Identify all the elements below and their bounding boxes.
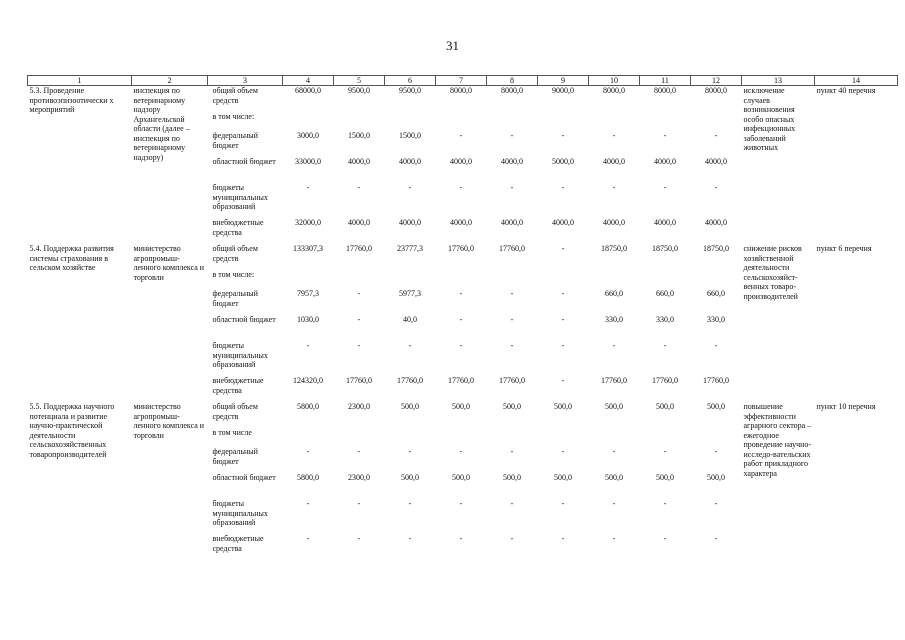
amount-cell xyxy=(589,428,640,447)
column-header: 12 xyxy=(691,76,742,86)
amount-cell: - xyxy=(612,131,616,140)
amount-cell: 18750,0 xyxy=(652,244,678,253)
amount-cell: 133307,3 xyxy=(293,244,323,253)
amount-cell: 17760,0 xyxy=(499,376,525,385)
amount-cell xyxy=(538,428,589,447)
amount-cell: 4000,0 xyxy=(603,218,625,227)
amount-cell: - xyxy=(612,534,616,543)
amount-cell: 330,0 xyxy=(707,315,725,324)
column-header: 14 xyxy=(815,76,898,86)
expected-result: исключение случаев возникновения особо опасных инфекционных заболеваний животных xyxy=(743,86,796,152)
amount-cell xyxy=(436,112,487,131)
amount-cell: - xyxy=(663,341,667,350)
amount-cell: 17760,0 xyxy=(652,376,678,385)
amount-cell: 500,0 xyxy=(401,402,419,411)
amount-cell: 4000,0 xyxy=(705,157,727,166)
amount-cell xyxy=(283,112,334,131)
amount-cell: 1500,0 xyxy=(348,131,370,140)
amount-cell: 5977,3 xyxy=(399,289,421,298)
funding-source: бюджеты муниципальных образований xyxy=(212,183,268,211)
measure-name: 5.4. Поддержка развития системы страхования в сельском хозяйстве xyxy=(29,244,114,272)
amount-cell: 4000,0 xyxy=(450,157,472,166)
amount-cell xyxy=(487,428,538,447)
amount-cell: - xyxy=(561,534,565,543)
amount-cell: - xyxy=(459,499,463,508)
amount-cell: 8000,0 xyxy=(501,86,523,95)
amount-cell: 9000,0 xyxy=(552,86,574,95)
amount-cell: 8000,0 xyxy=(654,86,676,95)
amount-cell: - xyxy=(510,341,514,350)
amount-cell: - xyxy=(561,447,565,456)
amount-cell: - xyxy=(357,499,361,508)
amount-cell xyxy=(487,270,538,289)
amount-cell: 32000,0 xyxy=(295,218,321,227)
amount-cell: - xyxy=(612,447,616,456)
list-reference: пункт 10 перечня xyxy=(816,402,876,411)
amount-cell xyxy=(283,428,334,447)
column-header: 10 xyxy=(589,76,640,86)
funding-source: в том числе: xyxy=(212,270,255,279)
amount-cell: 17760,0 xyxy=(499,244,525,253)
amount-cell: 330,0 xyxy=(605,315,623,324)
amount-cell: 7957,3 xyxy=(297,289,319,298)
funding-source: федеральный бюджет xyxy=(212,289,258,308)
amount-cell: 9500,0 xyxy=(348,86,370,95)
executor: министерство агропромыш-ленного комплекса и торговли xyxy=(133,244,205,282)
amount-cell: - xyxy=(459,341,463,350)
amount-cell: 2300,0 xyxy=(348,402,370,411)
funding-source: общий объем средств xyxy=(212,86,258,105)
amount-cell: 500,0 xyxy=(656,473,674,482)
column-number-header xyxy=(28,76,898,86)
column-header: 9 xyxy=(538,76,589,86)
amount-cell: 4000,0 xyxy=(603,157,625,166)
amount-cell: - xyxy=(510,447,514,456)
amount-cell: - xyxy=(663,534,667,543)
amount-cell: 1500,0 xyxy=(399,131,421,140)
expected-result: снижение рисков хозяйственной деятельности сельскохозяйст-венных товаро-производителей xyxy=(743,244,802,301)
column-header: 2 xyxy=(132,76,208,86)
amount-cell: 17760,0 xyxy=(346,244,372,253)
amount-cell: 5800,0 xyxy=(297,473,319,482)
amount-cell: - xyxy=(561,499,565,508)
amount-cell: 500,0 xyxy=(503,402,521,411)
amount-cell: - xyxy=(714,183,718,192)
amount-cell: - xyxy=(357,315,361,324)
amount-cell: 40,0 xyxy=(403,315,417,324)
amount-cell: - xyxy=(561,244,565,253)
amount-cell: 4000,0 xyxy=(501,218,523,227)
amount-cell: 5800,0 xyxy=(297,402,319,411)
amount-cell: 8000,0 xyxy=(603,86,625,95)
amount-cell xyxy=(691,428,742,447)
amount-cell: 660,0 xyxy=(656,289,674,298)
amount-cell: - xyxy=(306,499,310,508)
amount-cell xyxy=(385,428,436,447)
amount-cell: 330,0 xyxy=(656,315,674,324)
column-header: 6 xyxy=(385,76,436,86)
amount-cell: 3000,0 xyxy=(297,131,319,140)
amount-cell xyxy=(334,270,385,289)
amount-cell: 4000,0 xyxy=(501,157,523,166)
amount-cell: - xyxy=(714,499,718,508)
amount-cell: 4000,0 xyxy=(399,218,421,227)
amount-cell: - xyxy=(459,131,463,140)
funding-source: общий объем средств xyxy=(212,402,258,421)
column-header: 13 xyxy=(742,76,815,86)
funding-source: внебюджетные средства xyxy=(212,534,264,553)
amount-cell xyxy=(589,270,640,289)
amount-cell: - xyxy=(510,131,514,140)
funding-source: федеральный бюджет xyxy=(212,131,258,150)
amount-cell: - xyxy=(663,499,667,508)
amount-cell: - xyxy=(561,289,565,298)
amount-cell xyxy=(283,270,334,289)
amount-cell: 17760,0 xyxy=(601,376,627,385)
amount-cell: - xyxy=(408,183,412,192)
amount-cell: 9500,0 xyxy=(399,86,421,95)
amount-cell: - xyxy=(306,534,310,543)
amount-cell: 500,0 xyxy=(452,402,470,411)
amount-cell xyxy=(385,270,436,289)
amount-cell: 17760,0 xyxy=(448,376,474,385)
amount-cell: 4000,0 xyxy=(348,218,370,227)
amount-cell xyxy=(691,112,742,131)
column-header: 11 xyxy=(640,76,691,86)
amount-cell: - xyxy=(714,341,718,350)
amount-cell: - xyxy=(510,315,514,324)
amount-cell xyxy=(538,270,589,289)
amount-cell: 500,0 xyxy=(605,473,623,482)
funding-source: в том числе: xyxy=(212,112,255,121)
amount-cell: 500,0 xyxy=(401,473,419,482)
amount-cell xyxy=(436,428,487,447)
amount-cell: - xyxy=(510,183,514,192)
amount-cell: - xyxy=(408,534,412,543)
amount-cell: - xyxy=(561,183,565,192)
amount-cell xyxy=(385,112,436,131)
amount-cell: 33000,0 xyxy=(295,157,321,166)
amount-cell: 23777,3 xyxy=(397,244,423,253)
column-header: 8 xyxy=(487,76,538,86)
column-header: 3 xyxy=(208,76,283,86)
amount-cell: 500,0 xyxy=(503,473,521,482)
amount-cell: - xyxy=(408,499,412,508)
amount-cell: 5000,0 xyxy=(552,157,574,166)
amount-cell: - xyxy=(561,131,565,140)
amount-cell: - xyxy=(408,447,412,456)
amount-cell: - xyxy=(510,289,514,298)
column-header: 1 xyxy=(28,76,132,86)
column-header: 4 xyxy=(283,76,334,86)
page-number: 31 xyxy=(446,38,459,53)
amount-cell xyxy=(640,270,691,289)
amount-cell: 18750,0 xyxy=(601,244,627,253)
table-row xyxy=(28,86,898,113)
amount-cell: 500,0 xyxy=(452,473,470,482)
amount-cell xyxy=(487,112,538,131)
amount-cell xyxy=(640,428,691,447)
amount-cell: 17760,0 xyxy=(703,376,729,385)
amount-cell: 1030,0 xyxy=(297,315,319,324)
amount-cell: - xyxy=(663,131,667,140)
funding-source: областной бюджет xyxy=(212,157,276,166)
amount-cell: 18750,0 xyxy=(703,244,729,253)
amount-cell: 4000,0 xyxy=(705,218,727,227)
amount-cell: - xyxy=(408,341,412,350)
amount-cell: 4000,0 xyxy=(654,218,676,227)
amount-cell: - xyxy=(459,289,463,298)
funding-source: внебюджетные средства xyxy=(212,376,264,395)
executor: инспекция по ветеринарному надзору Архангельской области (далее – инспекция по ветеринарному надзору) xyxy=(133,86,190,162)
funding-source: бюджеты муниципальных образований xyxy=(212,341,268,369)
amount-cell xyxy=(538,112,589,131)
amount-cell: 68000,0 xyxy=(295,86,321,95)
amount-cell xyxy=(334,112,385,131)
amount-cell: 500,0 xyxy=(707,402,725,411)
column-header: 7 xyxy=(436,76,487,86)
table-row xyxy=(28,244,898,270)
amount-cell xyxy=(334,428,385,447)
amount-cell: 4000,0 xyxy=(552,218,574,227)
list-reference: пункт 40 перечня xyxy=(816,86,876,95)
funding-source: областной бюджет xyxy=(212,473,276,482)
amount-cell: 500,0 xyxy=(605,402,623,411)
amount-cell: - xyxy=(357,183,361,192)
program-measures-table xyxy=(27,75,898,560)
amount-cell: 4000,0 xyxy=(399,157,421,166)
amount-cell: 2300,0 xyxy=(348,473,370,482)
amount-cell: 500,0 xyxy=(554,402,572,411)
amount-cell: - xyxy=(459,447,463,456)
amount-cell xyxy=(589,112,640,131)
amount-cell: - xyxy=(306,183,310,192)
amount-cell: 500,0 xyxy=(554,473,572,482)
list-reference: пункт 6 перечня xyxy=(816,244,872,253)
amount-cell: 4000,0 xyxy=(348,157,370,166)
amount-cell: 124320,0 xyxy=(293,376,323,385)
amount-cell: - xyxy=(714,131,718,140)
funding-source: общий объем средств xyxy=(212,244,258,263)
amount-cell: - xyxy=(306,341,310,350)
amount-cell: 660,0 xyxy=(605,289,623,298)
amount-cell: 17760,0 xyxy=(397,376,423,385)
executor: министерство агропромыш-ленного комплекса и торговли xyxy=(133,402,205,440)
amount-cell: 17760,0 xyxy=(346,376,372,385)
expected-result: повышение эффективности аграрного сектора – ежегодное проведение научно-исследо-вательских работ прикладного характера xyxy=(743,402,812,478)
column-header: 5 xyxy=(334,76,385,86)
funding-source: внебюджетные средства xyxy=(212,218,264,237)
table-body xyxy=(28,86,898,561)
amount-cell: - xyxy=(663,447,667,456)
amount-cell: 17760,0 xyxy=(448,244,474,253)
amount-cell: - xyxy=(663,183,667,192)
amount-cell: - xyxy=(357,289,361,298)
amount-cell: - xyxy=(459,315,463,324)
amount-cell: - xyxy=(612,341,616,350)
amount-cell: - xyxy=(561,376,565,385)
measure-name: 5.3. Проведение противоэпизоотически х мероприятий xyxy=(29,86,114,114)
amount-cell: - xyxy=(714,534,718,543)
funding-source: в том числе xyxy=(212,428,252,437)
funding-source: федеральный бюджет xyxy=(212,447,258,466)
amount-cell: 500,0 xyxy=(707,473,725,482)
amount-cell: 500,0 xyxy=(656,402,674,411)
table-row xyxy=(28,402,898,428)
amount-cell: - xyxy=(561,341,565,350)
measure-name: 5.5. Поддержка научного потенциала и развитие научно-практической деятельности сельскохозяйственных товаропроизводителей xyxy=(29,402,115,459)
amount-cell: - xyxy=(306,447,310,456)
amount-cell: 8000,0 xyxy=(705,86,727,95)
amount-cell: 8000,0 xyxy=(450,86,472,95)
amount-cell: - xyxy=(459,183,463,192)
amount-cell: - xyxy=(612,499,616,508)
amount-cell: - xyxy=(357,341,361,350)
amount-cell: - xyxy=(357,447,361,456)
funding-source: бюджеты муниципальных образований xyxy=(212,499,268,527)
amount-cell: 4000,0 xyxy=(450,218,472,227)
amount-cell: 660,0 xyxy=(707,289,725,298)
amount-cell xyxy=(640,112,691,131)
amount-cell xyxy=(691,270,742,289)
amount-cell: 4000,0 xyxy=(654,157,676,166)
amount-cell: - xyxy=(357,534,361,543)
amount-cell: - xyxy=(459,534,463,543)
amount-cell: - xyxy=(510,534,514,543)
amount-cell: - xyxy=(510,499,514,508)
funding-source: областной бюджет xyxy=(212,315,276,324)
amount-cell: - xyxy=(612,183,616,192)
amount-cell xyxy=(436,270,487,289)
amount-cell: - xyxy=(714,447,718,456)
amount-cell: - xyxy=(561,315,565,324)
